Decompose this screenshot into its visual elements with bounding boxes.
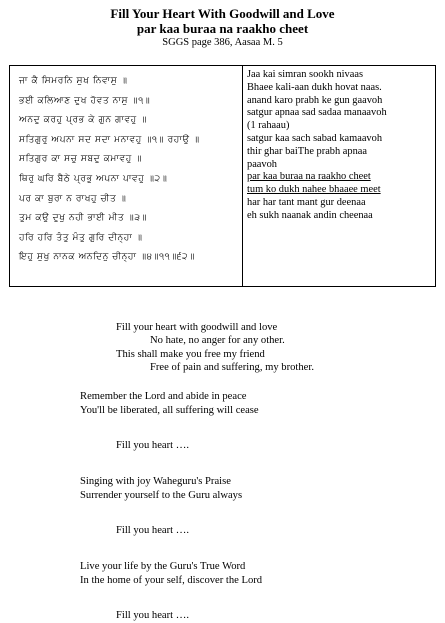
translit-line: har har tant mant gur deenaa xyxy=(247,196,366,208)
poem-line: No hate, no anger for any other. xyxy=(150,335,285,346)
gurmukhi-line: ਥਿਰੁ ਘਰਿ ਬੈਠੇ ਪ੍ਰਭੁ ਅਪਨਾ ਪਾਵਹੁ ॥੨॥ xyxy=(19,173,168,184)
page-title: Fill Your Heart With Goodwill and Love xyxy=(110,6,335,21)
poem-line: Live your life by the Guru's True Word xyxy=(80,561,246,572)
gurmukhi-line: ਤੁਮ ਕਉ ਦੁਖੁ ਨਹੀ ਭਾਈ ਮੀਤ ॥੩॥ xyxy=(19,213,148,224)
transliteration-column xyxy=(243,66,435,286)
poem-line: Free of pain and suffering, my brother. xyxy=(150,362,314,373)
refrain-line: Fill you heart …. xyxy=(116,610,189,621)
gurmukhi-column xyxy=(10,66,243,286)
translit-line: eh sukh naanak andin cheenaa xyxy=(247,209,373,221)
gurmukhi-line: ਸਤਿਗੁਰ ਕਾ ਸਚੁ ਸਬਦੁ ਕਮਾਵਹੁ ॥ xyxy=(19,154,143,165)
poem-line: You'll be liberated, all suffering will cease xyxy=(80,405,259,416)
translit-line: paavoh xyxy=(247,158,278,170)
verse-table xyxy=(9,65,436,287)
gurmukhi-line: ਭਈ ਕਲਿਆਣ ਦੁਖ ਹੋਵਤ ਨਾਸੁ ॥੧॥ xyxy=(19,95,151,106)
page-header xyxy=(0,6,445,50)
gurmukhi-line: ਇਹੁ ਸੁਖੁ ਨਾਨਕ ਅਨਦਿਨੁ ਚੀਨ੍ਹਾ ॥੪॥੧੧॥੬੨॥ xyxy=(19,252,195,263)
gurmukhi-line: ਜਾ ਕੈ ਸਿਮਰਨਿ ਸੁਖ ਨਿਵਾਸੁ ॥ xyxy=(19,76,128,86)
page-reference: SGGS page 386, Aasaa M. 5 xyxy=(162,37,283,48)
translit-line: Bhaee kali-aan dukh hovat naas. xyxy=(247,81,382,93)
refrain-line: Fill you heart …. xyxy=(116,525,189,536)
translit-line: satgur kaa sach sabad kamaavoh xyxy=(247,132,383,144)
poem-line: Surrender yourself to the Guru always xyxy=(80,490,243,501)
poem-line: Fill your heart with goodwill and love xyxy=(116,322,278,333)
translit-line-highlighted: tum ko dukh nahee bhaaee meet xyxy=(247,184,381,196)
gurmukhi-line: ਪਰ ਕਾ ਬੁਰਾ ਨ ਰਾਖਹੁ ਚੀਤ ॥ xyxy=(19,193,127,204)
poem-line: Remember the Lord and abide in peace xyxy=(80,391,247,402)
translit-line: (1 rahaau) xyxy=(247,120,290,132)
translit-line: thir ghar baiThe prabh apnaa xyxy=(247,145,368,157)
translit-line: anand karo prabh ke gun gaavoh xyxy=(247,94,383,106)
poem-line: In the home of your self, discover the Lord xyxy=(80,575,263,586)
translit-line: satgur apnaa sad sadaa manaavoh xyxy=(247,107,387,119)
refrain-line: Fill you heart …. xyxy=(116,440,189,451)
gurmukhi-line: ਸਤਿਗੁਰੁ ਅਪਨਾ ਸਦ ਸਦਾ ਮਨਾਵਹੁ ॥੧॥ ਰਹਾਉ ॥ xyxy=(19,134,200,145)
translit-line-highlighted: par kaa buraa na raakho cheet xyxy=(247,171,371,183)
poem-line: Singing with joy Waheguru's Praise xyxy=(80,476,231,487)
gurmukhi-line: ਅਨਦੁ ਕਰਹੁ ਪ੍ਰਭ ਕੇ ਗੁਨ ਗਾਵਹੁ ॥ xyxy=(19,115,147,126)
poem-line: This shall make you free my friend xyxy=(116,349,265,360)
gurmukhi-line: ਹਰਿ ਹਰਿ ਤੰਤੁ ਮੰਤੁ ਗੁਰਿ ਦੀਨ੍ਹਾ ॥ xyxy=(19,232,143,243)
page-subtitle: par kaa buraa na raakho cheet xyxy=(136,21,309,36)
translit-line: Jaa kai simran sookh nivaas xyxy=(247,69,364,80)
